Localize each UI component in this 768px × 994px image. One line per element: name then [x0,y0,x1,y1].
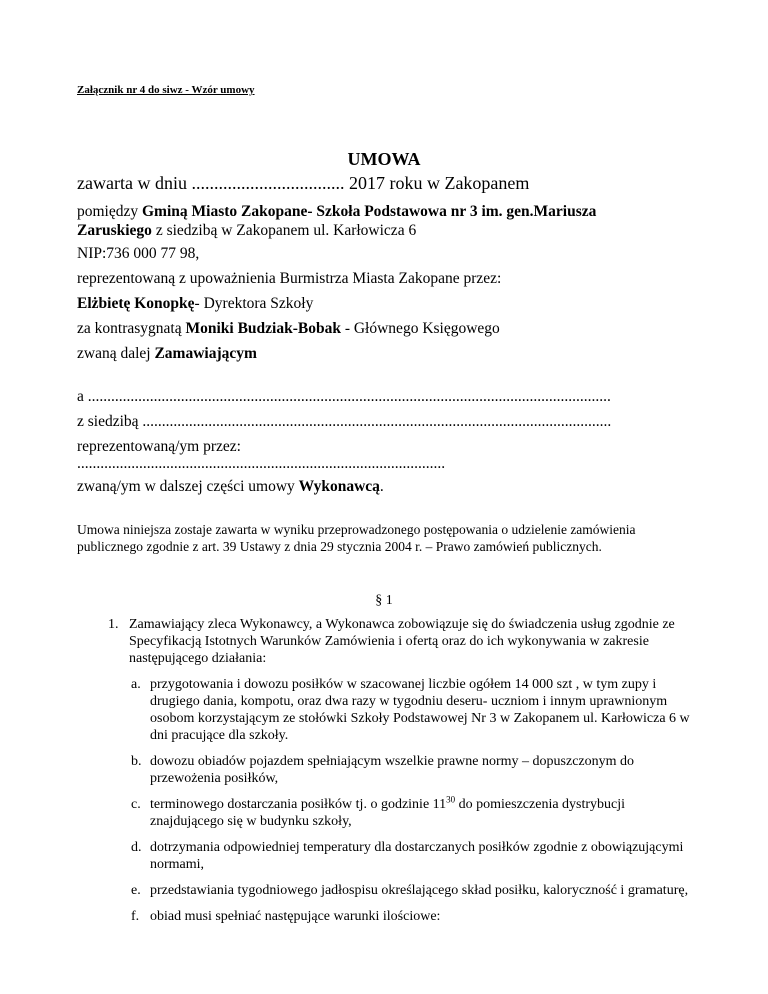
sub-item-b: b. dowozu obiadów pojazdem spełniającym wszelkie prawne normy – dopuszczonym do przewożenia posiłków, [131,754,635,786]
sub-item-c: c. terminowego dostarczania posiłków tj. o godzinie $11^{30}$ do pomieszczenia dystrybucji znajdującego się w budynku szkoły, [131,794,626,829]
contractor-seat-line: z siedzibą ......................................................................................................................... [77,413,612,430]
countersign-line: za kontrasygnatą Moniki Budziak-Bobak - Głównego Księgowego [77,320,500,337]
list-item-text: Zamawiający zleca Wykonawcy, a Wykonawca zobowiązuje się do świadczenia usług zgodnie ze Specyfikacją Istotnych Warunków Zamówienia i ofertą oraz do ich wykonywania w zakresie następującego działania: [129,617,675,666]
contractor-rep-dots-line: ............................................................................................... [77,455,446,472]
intro-paragraph: Umowa niniejsza zostaje zawarta w wyniku przeprowadzonego postępowania o udzielenie zamówienia publicznego zgodnie z art. 39 Ustawy z dnia 29 stycznia 2004 r. – Prawo zamówień publicznych. [77,522,636,554]
date-line: zawarta w dniu .................................. 2017 roku w Zakopanem [77,173,530,193]
list-item-number: 1. [108,617,119,632]
sub-item-a: a. przygotowania i dowozu posiłków w szacowanej liczbie ogółem 14 000 szt , w tym zupy i drugiego dania, kompotu, oraz dwa razy w tygodniu deseru- uczniom i innym uprawnionym osobom korzystającym ze stołówki Szkoły Podstawowej Nr 3 w Zakopanem ul. Karłowicza 6 w dni pracujące dla szkoły. [131,677,690,743]
party-between-line: pomiędzy Gminą Miasto Zakopane- Szkoła Podstawowa nr 3 im. gen.Mariusza [77,203,597,220]
called-employer-line: zwaną dalej Zamawiającym [77,345,257,362]
representative-line: Elżbietę Konopkę- Dyrektora Szkoły [77,295,314,312]
nip-line: NIP:736 000 77 98, [77,245,200,262]
represented-line: reprezentowaną z upoważnienia Burmistrza Miasta Zakopane przez: [77,270,502,287]
sub-item-f: f. obiad musi spełniać następujące warunki ilościowe: [131,909,441,924]
called-contractor-line: zwaną/ym w dalszej części umowy Wykonawcą. [77,478,384,495]
sub-item-d: d. dotrzymania odpowiedniej temperatury dla dostarczanych posiłków zgodnie z obowiązującymi normami, [131,840,684,872]
sub-item-e: e. przedstawiania tygodniowego jadłospisu określającego skład posiłku, kaloryczność i gramaturę, [131,883,689,898]
attachment-note: Załącznik nr 4 do siwz - Wzór umowy [77,84,255,96]
contractor-name-line: a ....................................................................................................................................... [77,388,611,405]
document-title: UMOWA [347,149,421,169]
party-seat-line: Zaruskiego z siedzibą w Zakopanem ul. Karłowicza 6 [77,222,417,239]
section-heading: § 1 [375,593,393,608]
list-item-1 [77,616,697,667]
contractor-represented-line: reprezentowaną/ym przez: [77,438,241,455]
item-list [77,616,697,925]
